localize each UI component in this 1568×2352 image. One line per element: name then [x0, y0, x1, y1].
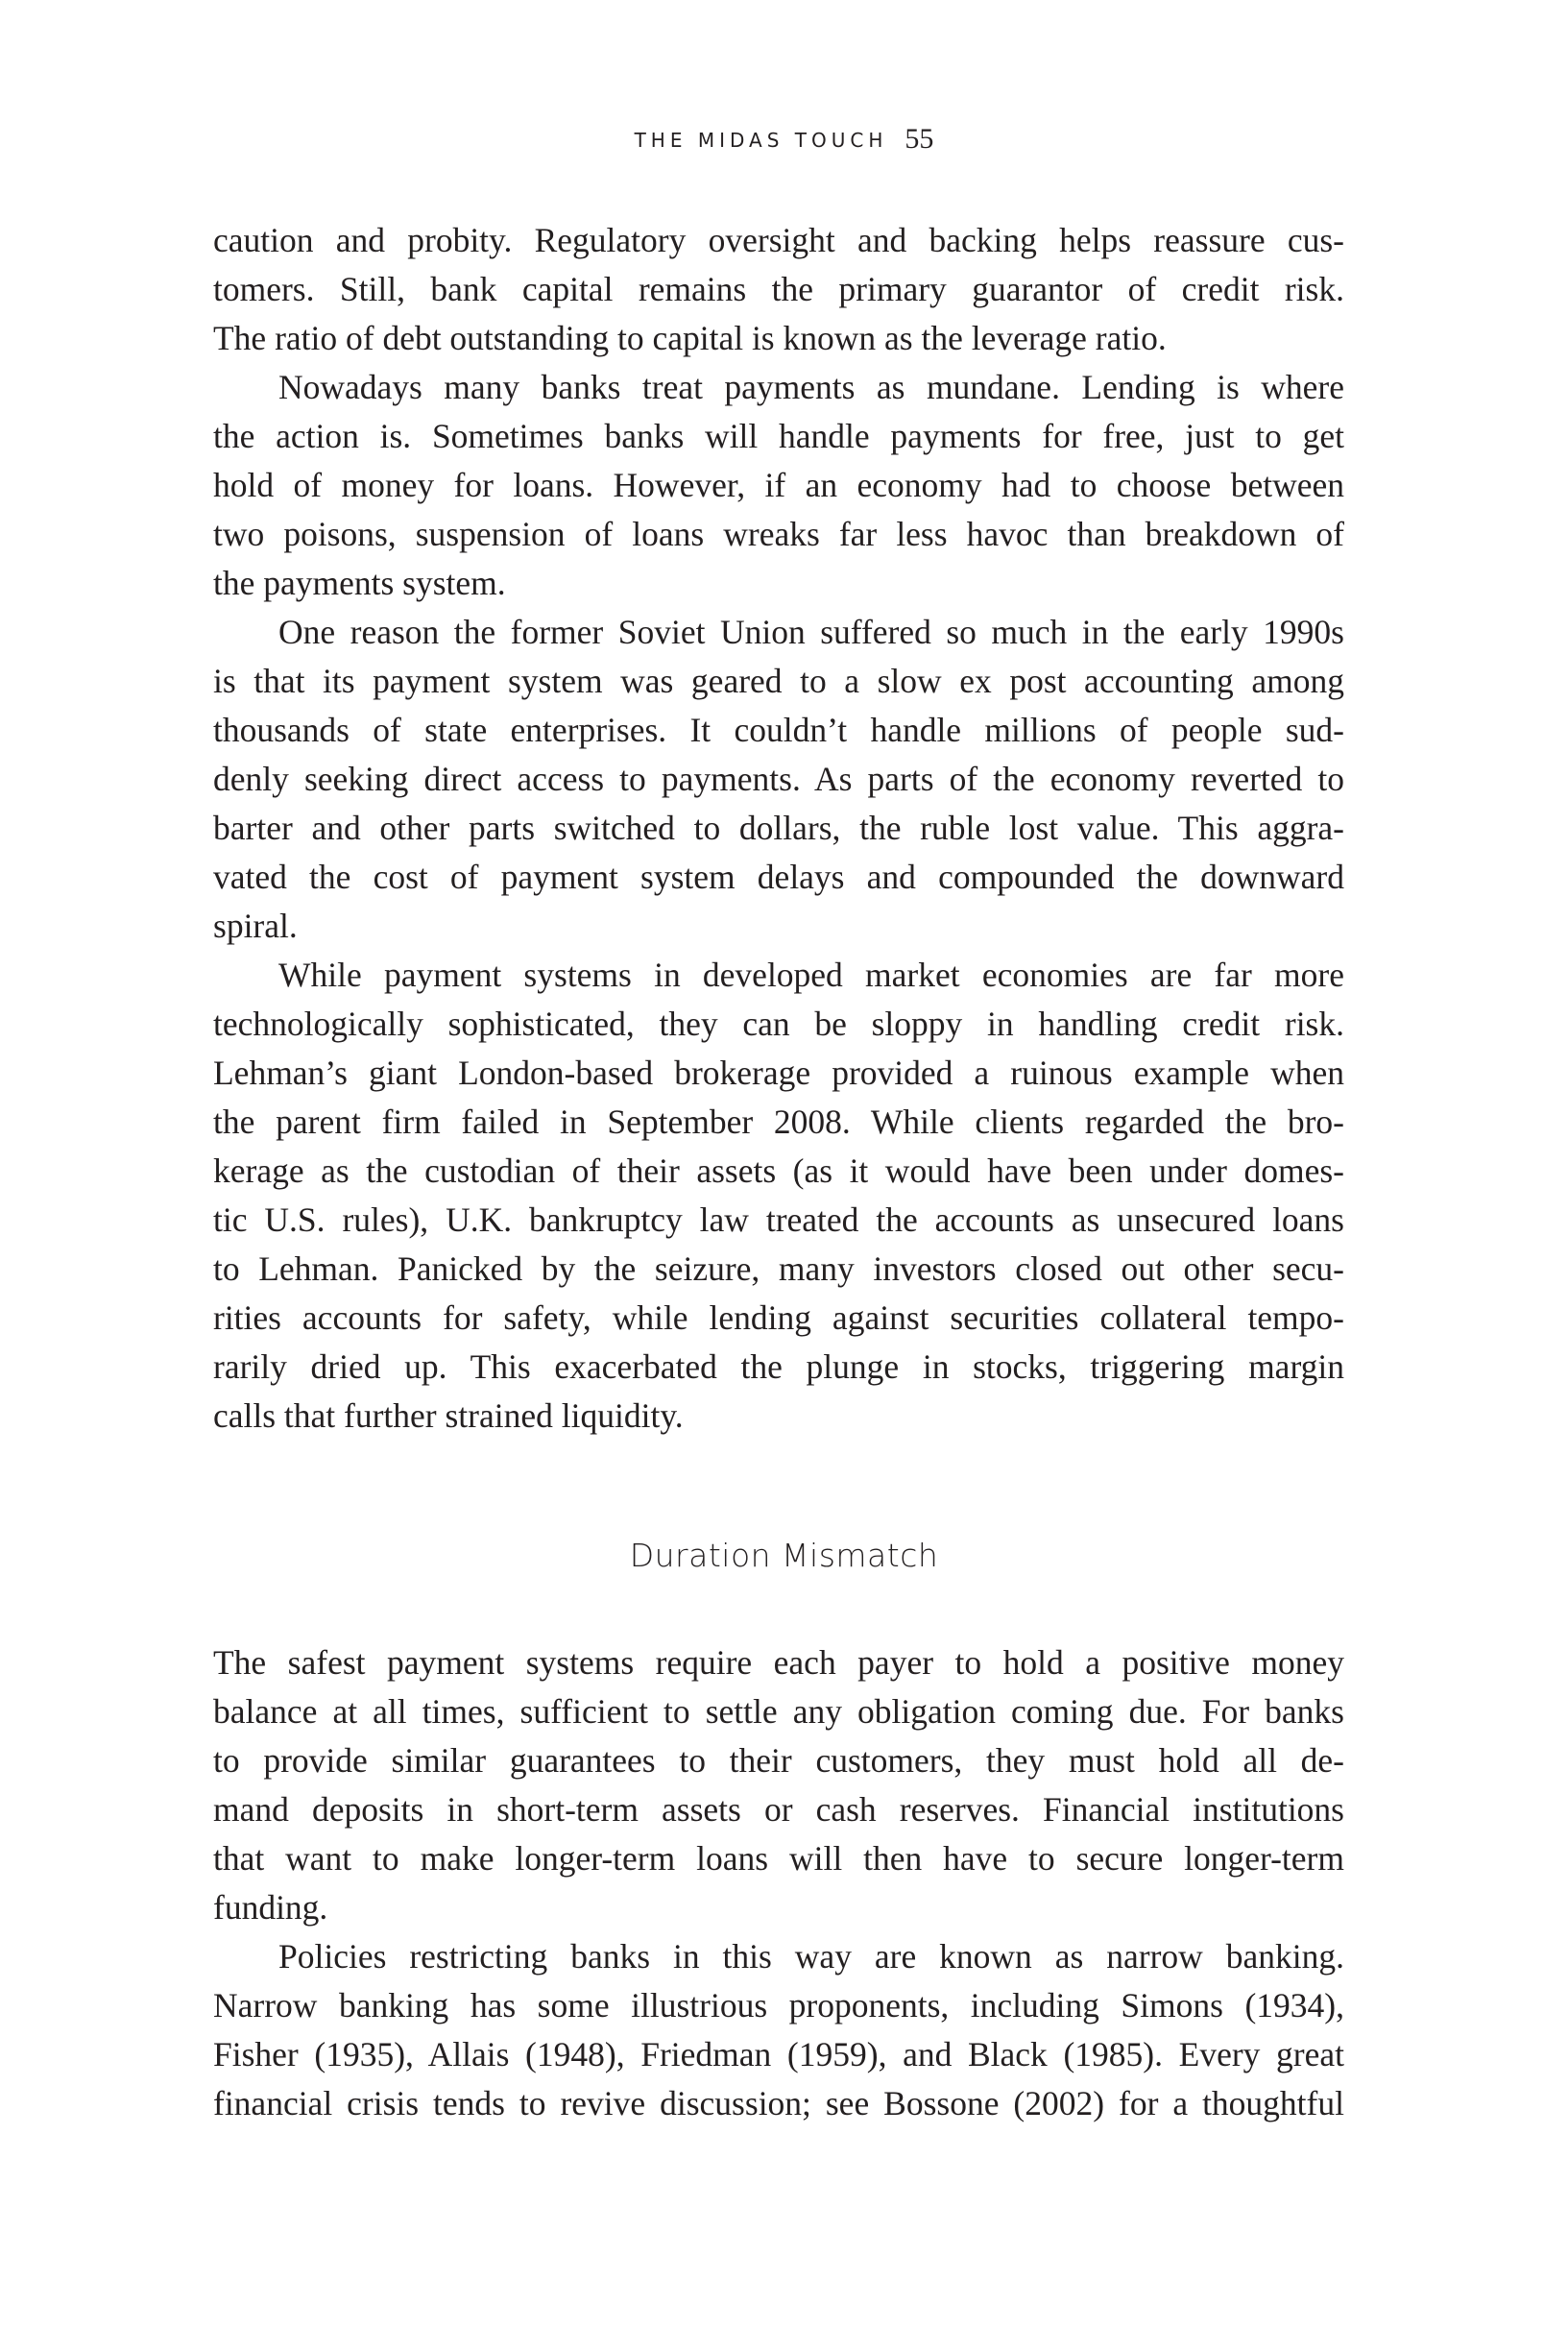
- text-line: balance at all times, sufficient to settle any obligation coming due. For banks: [213, 1692, 1344, 1731]
- paragraph: [213, 216, 1344, 363]
- text-line: calls that further strained liquidity.: [213, 1396, 684, 1435]
- text-line: to Lehman. Panicked by the seizure, many investors closed out other secu-: [213, 1249, 1344, 1288]
- running-head-title: THE MIDAS TOUCH: [634, 129, 888, 152]
- paragraph: [213, 951, 1344, 1441]
- text-line: caution and probity. Regulatory oversight and backing helps reassure cus-: [213, 221, 1344, 259]
- text-line: barter and other parts switched to dollars, the ruble lost value. This aggra-: [213, 809, 1344, 847]
- text-line: denly seeking direct access to payments. As parts of the economy reverted to: [213, 760, 1344, 798]
- text-line: Lehman’s giant London-based brokerage provided a ruinous example when: [213, 1054, 1344, 1092]
- text-line: technologically sophisticated, they can be sloppy in handling credit risk.: [213, 1005, 1344, 1043]
- text-line: that want to make longer-term loans will then have to secure longer-term: [213, 1839, 1344, 1878]
- running-head: [0, 123, 1568, 156]
- text-line: rarily dried up. This exacerbated the plunge in stocks, triggering margin: [213, 1347, 1344, 1386]
- paragraph: [213, 1638, 1344, 1932]
- text-line: is that its payment system was geared to a slow ex post accounting among: [213, 662, 1344, 700]
- text-line: While payment systems in developed market economies are far more: [278, 956, 1344, 994]
- paragraph: [213, 1932, 1344, 2128]
- text-line: The ratio of debt outstanding to capital is known as the leverage ratio.: [213, 319, 1167, 357]
- paragraph: [213, 363, 1344, 608]
- section-heading: Duration Mismatch: [629, 1537, 939, 1574]
- text-line: Policies restricting banks in this way are known as narrow banking.: [278, 1937, 1344, 1976]
- text-line: the parent firm failed in September 2008. While clients regarded the bro-: [213, 1103, 1344, 1141]
- text-line: Fisher (1935), Allais (1948), Friedman (1959), and Black (1985). Every great: [213, 2035, 1344, 2073]
- text-line: funding.: [213, 1888, 328, 1927]
- text-line: two poisons, suspension of loans wreaks far less havoc than breakdown of: [213, 515, 1344, 553]
- body-text-section-one: [213, 216, 1344, 1441]
- text-line: tomers. Still, bank capital remains the primary guarantor of credit risk.: [213, 270, 1344, 308]
- text-line: spiral.: [213, 907, 298, 945]
- text-line: The safest payment systems require each payer to hold a positive money: [213, 1643, 1344, 1682]
- text-line: vated the cost of payment system delays and compounded the downward: [213, 858, 1344, 896]
- text-line: Nowadays many banks treat payments as mundane. Lending is where: [278, 368, 1344, 406]
- page-number: 55: [905, 123, 934, 155]
- text-line: rities accounts for safety, while lending against securities collateral tempo-: [213, 1298, 1344, 1337]
- text-line: thousands of state enterprises. It couldn’t handle millions of people sud-: [213, 711, 1344, 749]
- text-line: financial crisis tends to revive discussion; see Bossone (2002) for a thoughtful: [213, 2084, 1344, 2122]
- text-line: hold of money for loans. However, if an economy had to choose between: [213, 466, 1344, 504]
- paragraph: [213, 608, 1344, 951]
- text-line: One reason the former Soviet Union suffered so much in the early 1990s: [278, 613, 1344, 651]
- text-line: tic U.S. rules), U.K. bankruptcy law treated the accounts as unsecured loans: [213, 1200, 1344, 1239]
- text-line: the payments system.: [213, 564, 506, 602]
- body-text-section-two: [213, 1638, 1344, 2128]
- text-line: mand deposits in short-term assets or cash reserves. Financial institutions: [213, 1790, 1344, 1829]
- text-line: to provide similar guarantees to their customers, they must hold all de-: [213, 1741, 1344, 1780]
- text-line: the action is. Sometimes banks will handle payments for free, just to get: [213, 417, 1344, 455]
- text-line: Narrow banking has some illustrious proponents, including Simons (1934),: [213, 1986, 1344, 2025]
- text-line: kerage as the custodian of their assets (as it would have been under domes-: [213, 1152, 1344, 1190]
